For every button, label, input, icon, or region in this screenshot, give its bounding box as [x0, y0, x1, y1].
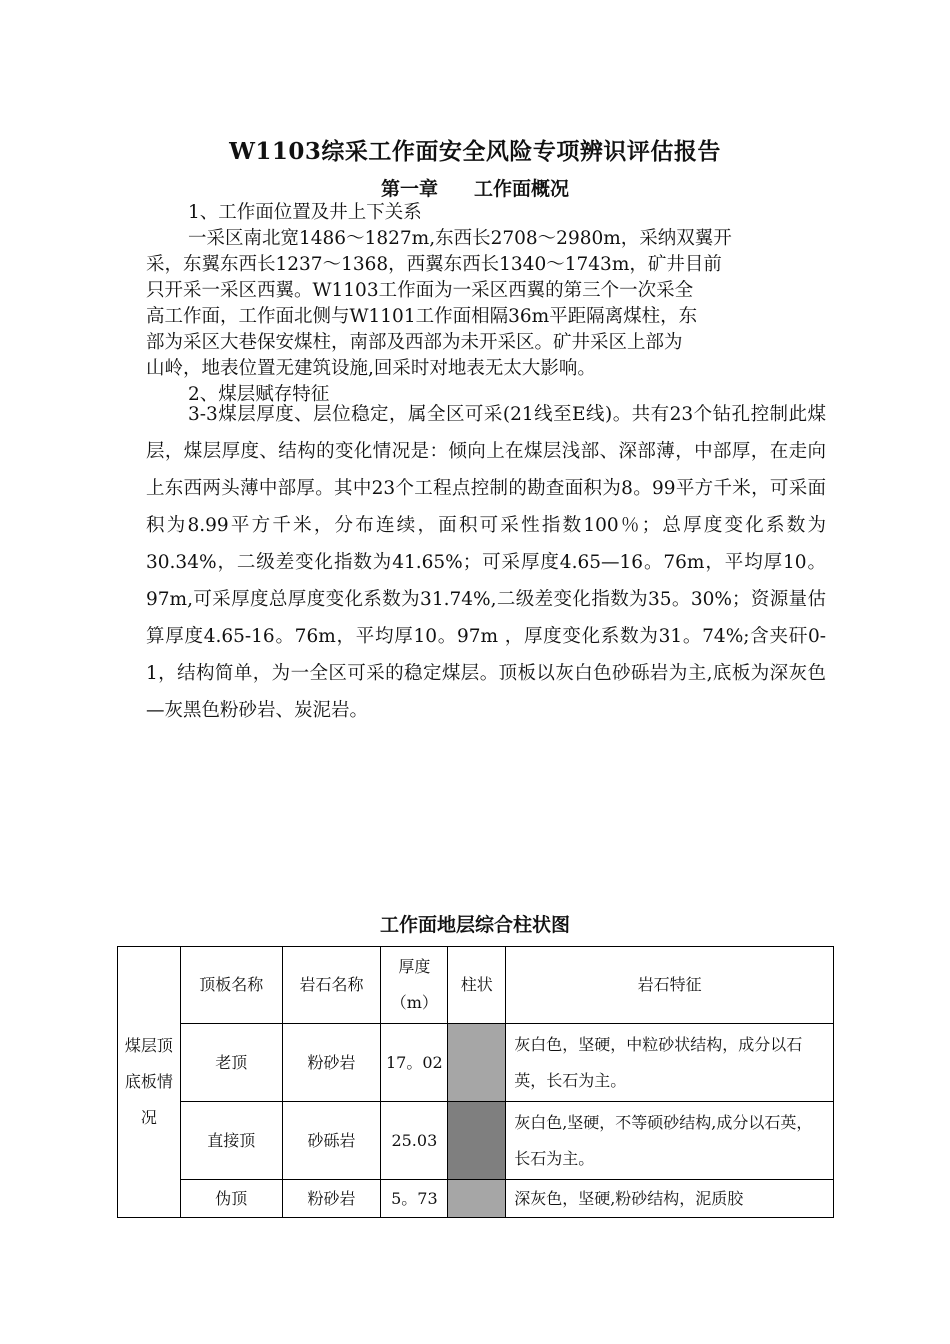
section1-line: 山岭，地表位置无建筑设施,回采时对地表无太大影响。 — [146, 358, 596, 379]
row-feature: 灰白色,坚硬，不等硕砂结构,成分以石英，长石为主。 — [506, 1102, 834, 1180]
header-column: 柱状 — [448, 947, 506, 1024]
table-header-row — [118, 947, 834, 1024]
section2-heading: 2、煤层赋存特征 — [188, 384, 330, 405]
report-title: W1103综采工作面安全风险专项辨识评估报告 — [229, 138, 721, 165]
row-column-fill — [448, 1024, 506, 1102]
section1 — [146, 200, 826, 408]
header-rock-name: 岩石名称 — [282, 947, 381, 1024]
table-title: 工作面地层综合柱状图 — [379, 914, 570, 936]
section1-heading: 1、工作面位置及井上下关系 — [188, 202, 422, 223]
row-rock: 砂砾岩 — [282, 1102, 381, 1180]
table-row — [118, 1024, 834, 1102]
strata-table — [117, 946, 834, 1218]
row-feature: 灰白色，坚硬，中粒砂状结构，成分以石英，长石为主。 — [506, 1024, 834, 1102]
section1-line: 部为采区大巷保安煤柱，南部及西部为未开采区。矿井采区上部为 — [146, 332, 683, 353]
row-thickness: 25.03 — [381, 1102, 448, 1180]
chapter-name: 工作面概况 — [474, 178, 570, 200]
row-feature: 深灰色，坚硬,粉砂结构，泥质胶 — [506, 1180, 834, 1218]
section1-line: 高工作面，工作面北侧与W1101工作面相隔36m平距隔离煤柱，东 — [146, 306, 698, 327]
row-column-fill — [448, 1180, 506, 1218]
row-rock: 粉砂岩 — [282, 1024, 381, 1102]
row-thickness: 5。73 — [381, 1180, 448, 1218]
header-group: 煤层顶底板情况 — [118, 947, 181, 1218]
section1-line: 一采区南北宽1486～1827m,东西长2708～2980m，采纳双翼开 — [188, 228, 732, 249]
row-roof: 老顶 — [180, 1024, 282, 1102]
row-rock: 粉砂岩 — [282, 1180, 381, 1218]
table-row — [118, 1102, 834, 1180]
row-roof: 伪顶 — [180, 1180, 282, 1218]
section1-line: 只开采一采区西翼。W1103工作面为一采区西翼的第三个一次采全 — [146, 280, 694, 301]
header-feature: 岩石特征 — [506, 947, 834, 1024]
chapter-heading — [0, 174, 950, 201]
section1-line: 采，东翼东西长1237～1368，西翼东西长1340～1743m，矿井目前 — [146, 254, 722, 275]
section2-body — [146, 396, 826, 729]
row-column-fill — [448, 1102, 506, 1180]
row-roof: 直接顶 — [180, 1102, 282, 1180]
row-thickness: 17。02 — [381, 1024, 448, 1102]
header-roof-name: 顶板名称 — [180, 947, 282, 1024]
header-thickness: 厚度（m） — [381, 947, 448, 1024]
chapter-number: 第一章 — [380, 178, 438, 200]
table-row — [118, 1180, 834, 1218]
section2-paragraph: 3-3煤层厚度、层位稳定，属全区可采(21线至E线)。共有23个钻孔控制此煤层，煤层厚度、结构的变化情况是：倾向上在煤层浅部、深部薄，中部厚，在走向上东西两头薄中部厚。其中23个工程点控制的勘查面积为8。99平方千米，可采面积为8.99平方千米，分布连续，面积可采性指数100％；总厚度变化系数为30.34%，二级差变化指数为41.65%；可采厚度4.65—16。76m，平均厚10。97m,可采厚度总厚度变化系数为31.74%,二级差变化指数为35。30%；资源量估算厚度4.65-16。76m，平均厚10。97m ，厚度变化系数为31。74%;含夹矸0-1，结构简单，为一全区可采的稳定煤层。顶板以灰白色砂砾岩为主,底板为深灰色—灰黑色粉砂岩、炭泥岩。 — [146, 404, 826, 721]
